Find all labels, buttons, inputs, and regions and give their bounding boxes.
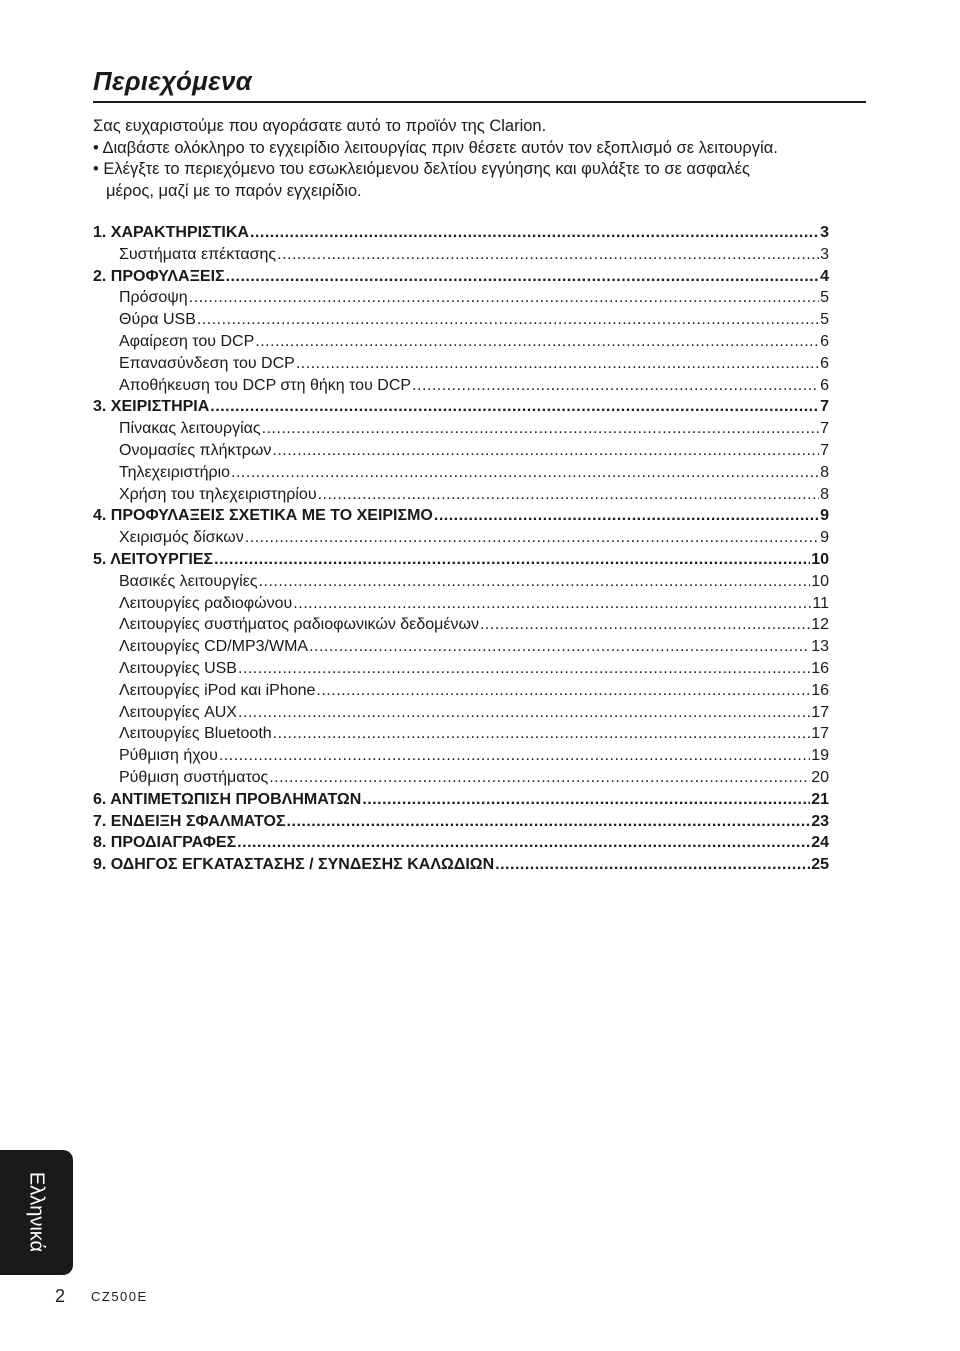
toc-leader-dots — [293, 595, 811, 613]
toc-page-number: 3 — [820, 245, 829, 263]
toc-label: Χρήση του τηλεχειριστηρίου — [119, 485, 317, 503]
toc-page-number: 6 — [820, 376, 829, 394]
toc-page-number: 11 — [812, 594, 829, 612]
toc-label: Συστήματα επέκτασης — [119, 245, 277, 263]
toc-subsection-row[interactable] — [93, 442, 829, 464]
toc-label: 1. ΧΑΡΑΚΤΗΡΙΣΤΙΚΑ — [93, 224, 249, 241]
toc-page-number: 23 — [811, 812, 829, 830]
toc-label: 6. ΑΝΤΙΜΕΤΩΠΙΣΗ ΠΡΟΒΛΗΜΑΤΩΝ — [93, 790, 362, 808]
toc-subsection-row[interactable] — [93, 529, 829, 551]
toc-page-number: 8 — [820, 485, 829, 503]
toc-label: Θύρα USB — [119, 311, 196, 329]
toc-leader-dots — [210, 398, 819, 416]
toc-leader-dots — [316, 682, 810, 700]
toc-subsection-row[interactable] — [93, 704, 829, 726]
toc-label: 3. ΧΕΙΡΙΣΤΗΡΙΑ — [93, 398, 210, 416]
toc-label: Αποθήκευση του DCP στη θήκη του DCP — [119, 376, 412, 394]
toc-page-number: 25 — [811, 856, 829, 874]
intro-text — [93, 116, 873, 202]
toc-leader-dots — [238, 660, 810, 678]
toc-label: Πίνακας λειτουργίας — [119, 420, 261, 438]
toc-subsection-row[interactable] — [93, 377, 829, 399]
toc-subsection-row[interactable] — [93, 246, 829, 268]
toc-leader-dots — [269, 769, 810, 787]
toc-page-number: 16 — [811, 681, 829, 699]
toc-leader-dots — [237, 834, 810, 852]
toc-page-number: 3 — [820, 224, 829, 241]
toc-subsection-row[interactable] — [93, 311, 829, 333]
toc-page-number: 13 — [811, 638, 829, 656]
toc-subsection-row[interactable] — [93, 573, 829, 595]
toc-subsection-row[interactable] — [93, 769, 829, 791]
toc-page-number: 5 — [820, 289, 829, 307]
toc-page-number: 10 — [811, 550, 829, 568]
toc-label: Χειρισμός δίσκων — [119, 529, 244, 547]
toc-leader-dots — [189, 289, 819, 307]
toc-leader-dots — [434, 507, 819, 525]
toc-subsection-row[interactable] — [93, 638, 829, 660]
toc-subsection-row[interactable] — [93, 420, 829, 442]
toc-label: 7. ΕΝΔΕΙΞΗ ΣΦΑΛΜΑΤΟΣ — [93, 812, 286, 830]
toc-section-row[interactable] — [93, 856, 829, 878]
toc-leader-dots — [272, 442, 819, 460]
toc-page-number: 5 — [820, 311, 829, 329]
toc-leader-dots — [197, 311, 819, 329]
toc-section-row[interactable] — [93, 813, 829, 835]
language-label: Ελληνικά — [25, 1171, 48, 1253]
toc-leader-dots — [226, 268, 819, 286]
toc-leader-dots — [287, 813, 811, 831]
toc-leader-dots — [219, 747, 810, 765]
toc-page-number: 12 — [811, 616, 829, 634]
toc-leader-dots — [480, 616, 810, 634]
intro-line: • Διαβάστε ολόκληρο το εγχειρίδιο λειτουργίας πριν θέσετε αυτόν τον εξοπλισμό σε λειτουργία. — [93, 138, 778, 157]
toc-label: Ρύθμιση ήχου — [119, 747, 218, 765]
toc-page-number: 17 — [811, 725, 829, 743]
toc-section-row[interactable] — [93, 398, 829, 420]
toc-leader-dots — [362, 791, 810, 809]
toc-section-row[interactable] — [93, 551, 829, 573]
toc-section-row[interactable] — [93, 791, 829, 813]
toc-label: Λειτουργίες AUX — [119, 703, 237, 721]
toc-page-number: 6 — [820, 354, 829, 372]
toc-page-number: 4 — [820, 267, 829, 285]
page-number: 2 — [55, 1286, 66, 1306]
toc-leader-dots — [412, 377, 819, 395]
toc-page-number: 16 — [811, 659, 829, 677]
toc-subsection-row[interactable] — [93, 333, 829, 355]
toc-label: Ρύθμιση συστήματος — [119, 768, 269, 786]
toc-section-row[interactable] — [93, 268, 829, 290]
toc-leader-dots — [262, 420, 819, 438]
intro-line: μέρος, μαζί με το παρόν εγχειρίδιο. — [106, 181, 362, 200]
toc-page-number: 6 — [820, 332, 829, 350]
toc-label: 2. ΠΡΟΦΥΛΑΞΕΙΣ — [93, 267, 225, 285]
toc-subsection-row[interactable] — [93, 355, 829, 377]
toc-page-number: 24 — [811, 834, 829, 852]
toc-leader-dots — [495, 856, 810, 874]
toc-label: Λειτουργίες Bluetooth — [119, 725, 272, 743]
toc-page-number: 17 — [811, 703, 829, 721]
toc-label: Επανασύνδεση του DCP — [119, 354, 295, 372]
title-divider — [93, 101, 866, 103]
toc-label: Τηλεχειριστήριο — [119, 463, 231, 481]
toc-leader-dots — [214, 551, 810, 569]
toc-page-number: 9 — [820, 507, 829, 525]
toc-leader-dots — [250, 224, 819, 242]
toc-leader-dots — [273, 725, 811, 743]
toc-label: Λειτουργίες ραδιοφώνου — [119, 594, 293, 612]
toc-page-number: 7 — [820, 420, 829, 438]
toc-page-number: 19 — [811, 747, 829, 765]
toc-label: Αφαίρεση του DCP — [119, 332, 255, 350]
toc-subsection-row[interactable] — [93, 289, 829, 311]
toc-page-number: 20 — [811, 768, 829, 786]
toc-subsection-row[interactable] — [93, 747, 829, 769]
toc-label: 9. ΟΔΗΓΟΣ ΕΓΚΑΤΑΣΤΑΣΗΣ / ΣΥΝΔΕΣΗΣ ΚΑΛΩΔΙΩΝ — [93, 856, 495, 874]
toc-label: Λειτουργίες USB — [119, 659, 237, 677]
toc-section-row[interactable] — [93, 224, 829, 246]
toc-subsection-row[interactable] — [93, 660, 829, 682]
toc-subsection-row[interactable] — [93, 595, 829, 617]
toc-label: 5. ΛΕΙΤΟΥΡΓΙΕΣ — [93, 550, 214, 568]
toc-leader-dots — [231, 464, 819, 482]
toc-leader-dots — [318, 486, 820, 504]
toc-label: 8. ΠΡΟΔΙΑΓΡΑΦΕΣ — [93, 834, 237, 852]
model-name: CZ500E — [91, 1289, 148, 1304]
toc-page-number: 8 — [820, 463, 829, 481]
toc-leader-dots — [255, 333, 819, 351]
toc-leader-dots — [277, 246, 819, 264]
toc-subsection-row[interactable] — [93, 725, 829, 747]
toc-label: Βασικές λειτουργίες — [119, 572, 258, 590]
toc-leader-dots — [245, 529, 819, 547]
toc-subsection-row[interactable] — [93, 486, 829, 508]
toc-leader-dots — [309, 638, 810, 656]
page-title: Περιεχόμενα — [93, 66, 253, 96]
toc-label: Λειτουργίες iPod και iPhone — [119, 681, 316, 699]
toc-label: 4. ΠΡΟΦΥΛΑΞΕΙΣ ΣΧΕΤΙΚΑ ΜΕ ΤΟ ΧΕΙΡΙΣΜΟ — [93, 507, 433, 525]
toc-page-number: 7 — [820, 441, 829, 459]
toc-label: Ονομασίες πλήκτρων — [119, 441, 272, 459]
toc-subsection-row[interactable] — [93, 682, 829, 704]
toc-section-row[interactable] — [93, 507, 829, 529]
toc-leader-dots — [238, 704, 810, 722]
toc-section-row[interactable] — [93, 834, 829, 856]
toc-label: Λειτουργίες CD/MP3/WMA — [119, 638, 309, 656]
language-tab[interactable] — [0, 1150, 73, 1275]
toc-subsection-row[interactable] — [93, 616, 829, 638]
intro-line: Σας ευχαριστούμε που αγοράσατε αυτό το προϊόν της Clarion. — [93, 117, 547, 135]
toc-leader-dots — [296, 355, 819, 373]
table-of-contents — [93, 224, 829, 878]
toc-label: Λειτουργίες συστήματος ραδιοφωνικών δεδομένων — [119, 616, 479, 634]
toc-page-number: 10 — [811, 572, 829, 590]
toc-leader-dots — [259, 573, 811, 591]
intro-line: • Ελέγξτε το περιεχόμενο του εσωκλειόμενου δελτίου εγγύησης και φυλάξτε το σε ασφαλές — [93, 160, 750, 178]
toc-subsection-row[interactable] — [93, 464, 829, 486]
toc-page-number: 7 — [820, 398, 829, 416]
toc-page-number: 21 — [811, 790, 829, 808]
toc-label: Πρόσοψη — [119, 289, 188, 307]
toc-page-number: 9 — [820, 529, 829, 547]
